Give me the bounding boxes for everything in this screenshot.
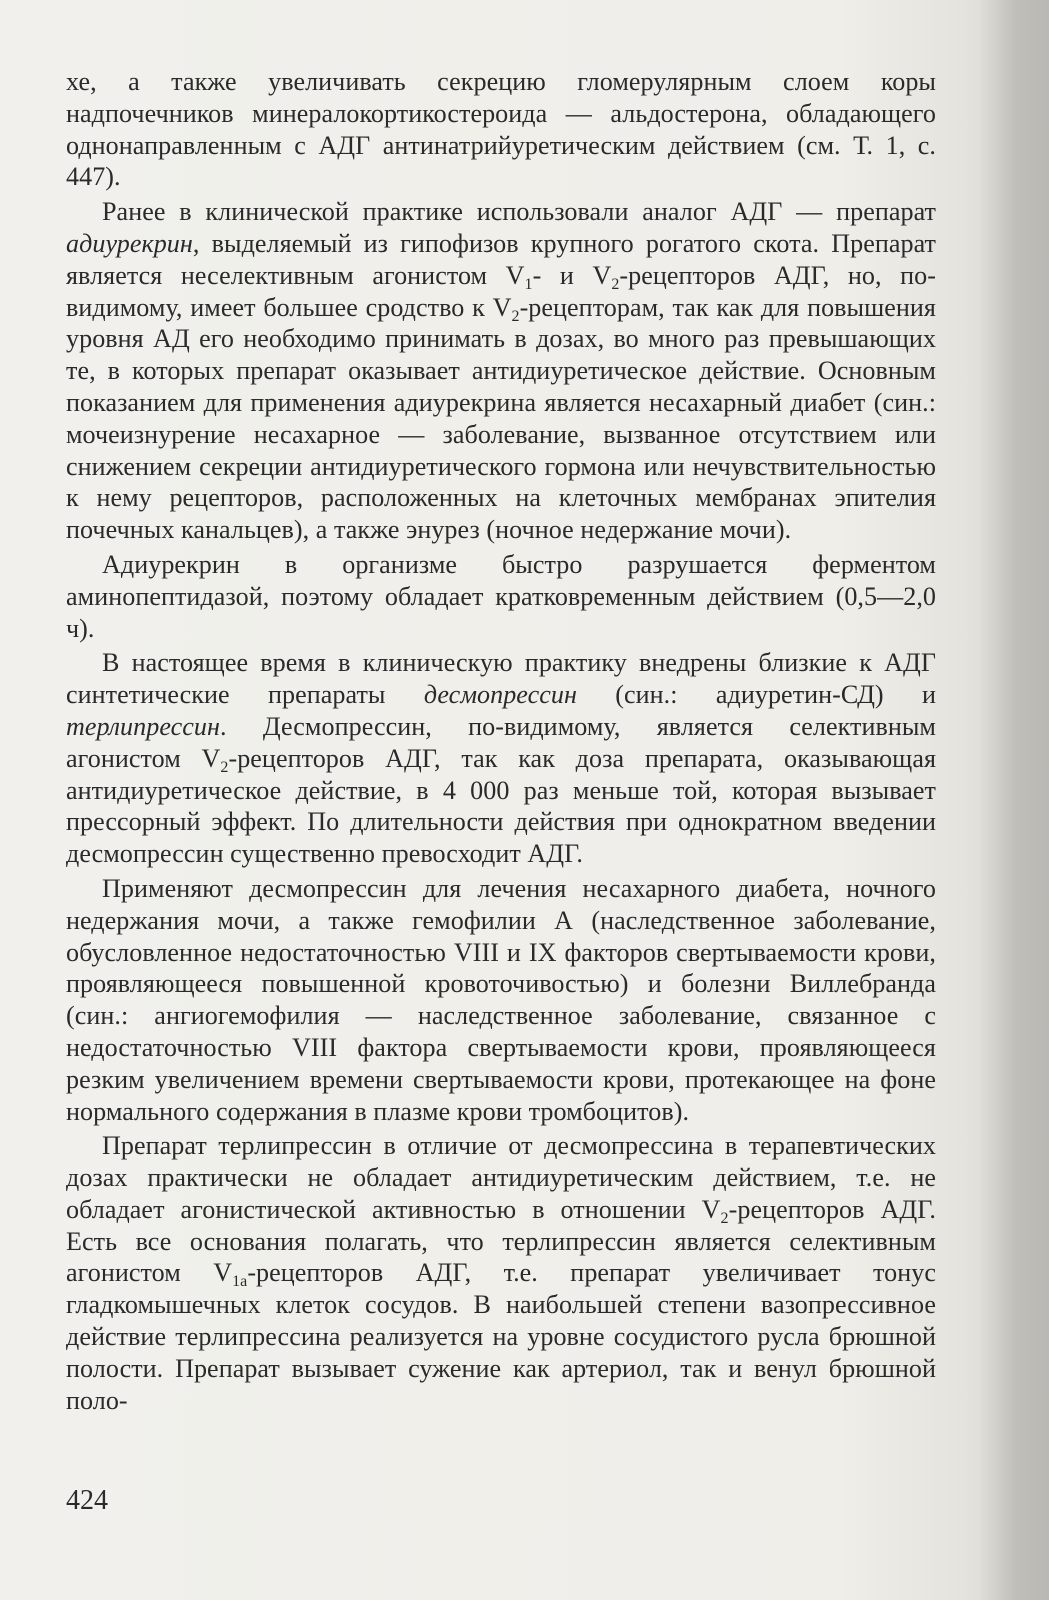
drug-name: адиурекрин <box>66 228 193 258</box>
text-run: хе, а также увеличивать секрецию гломерулярным слоем коры надпочечников минералокортикостероида — альдостерона, обладающего однонаправленным с АДГ антинатрийуретическим действием (см. Т. 1, с. 447). <box>66 67 936 192</box>
subscript: 1 <box>524 275 533 293</box>
paragraph <box>66 1130 936 1416</box>
text-run: В настоящее время в клиническую практику внедрены близкие к АДГ синтетические препараты <box>66 648 936 710</box>
text-run: - и V <box>532 260 612 290</box>
drug-name: десмопрессин <box>423 680 577 710</box>
text-run: -рецепторов АДГ. Есть все основания полагать, что терлипрессин является селективным агонистом V <box>66 1194 936 1288</box>
subscript: 2 <box>220 758 229 776</box>
text-run: -рецепторам, так как для повышения уровня АД его необходимо принимать в дозах, во много раз превышающих те, в которых препарат оказывает антидиуретическое действие. Основным показанием для применения адиурекрина является несахарный диабет (син.: мочеизнурение несахарное — заболевание, вызванное отсутствием или снижением секреции антидиуретического гормона или нечувствительностью к нему рецепторов, расположенных на клеточных мембранах эпителия почечных канальцев), а также энурез (ночное недержание мочи). <box>66 292 936 545</box>
subscript: 2 <box>720 1209 729 1227</box>
binding-shadow <box>979 0 1049 1600</box>
text-run: Адиурекрин в организме быстро разрушается ферментом аминопептидазой, поэтому обладает кратковременным действием (0,5—2,0 ч). <box>66 549 936 643</box>
body-text <box>66 66 936 1416</box>
paragraph <box>66 549 936 644</box>
subscript: 2 <box>511 307 520 325</box>
paragraph <box>66 873 936 1127</box>
text-run: -рецепторов АДГ, но, по-видимому, имеет большее сродство к V <box>66 260 936 322</box>
text-run: -рецепторов АДГ, т.е. препарат увеличивает тонус гладкомышечных клеток сосудов. В наибольшей степени вазопрессивное действие терлипрессина реализуется на уровне сосудистого русла брюшной полости. Препарат вызывает сужение как артериол, так и венул брюшной поло- <box>66 1258 936 1415</box>
text-run: (син.: адиуретин-СД) и <box>576 680 936 710</box>
paragraph <box>66 647 936 870</box>
text-run: . Десмопрессин, по-видимому, является селективным агонистом V <box>66 711 936 773</box>
drug-name: терлипрессин <box>66 711 220 741</box>
subscript: 1a <box>232 1273 248 1291</box>
text-run: , выделяемый из гипофизов крупного рогатого скота. Препарат является неселективным агонистом V <box>66 228 936 290</box>
text-run: Ранее в клинической практике использовали аналог АДГ — препарат <box>102 197 936 227</box>
text-run: -рецепторов АДГ, так как доза препарата, оказывающая антидиуретическое действие, в 4 000 раз меньше той, которая вызывает прессорный эффект. По длительности действия при однократном введении десмопрессин существенно превосходит АДГ. <box>66 743 937 869</box>
text-run: Препарат терлипрессин в отличие от десмопрессина в терапевтических дозах практически не обладает антидиуретическим действием, т.е. не обладает агонистической активностью в отношении V <box>66 1131 936 1224</box>
page-number: 424 <box>66 1485 108 1516</box>
paragraph <box>66 196 936 546</box>
subscript: 2 <box>611 275 620 293</box>
paragraph <box>66 66 936 193</box>
text-run: Применяют десмопрессин для лечения несахарного диабета, ночного недержания мочи, а также гемофилии А (наследственное заболевание, обусловленное недостаточностью VIII и IX факторов свертываемости крови, проявляющееся повышенной кровоточивостью) и болезни Виллебранда (син.: ангиогемофилия — наследственное заболевание, связанное с недостаточностью VIII фактора свертываемости крови, проявляющееся резким увеличением времени свертываемости крови, протекающее на фоне нормального содержания в плазме крови тромбоцитов). <box>66 873 936 1126</box>
